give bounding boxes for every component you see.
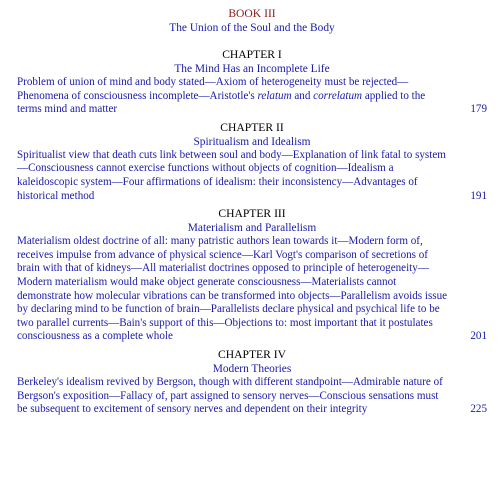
summary-italic-correlatum: correlatum [313, 89, 363, 102]
chapter-summary-entry [17, 149, 487, 203]
chapter-summary-entry [17, 76, 487, 117]
summary-italic-relatum: relatum [257, 89, 292, 102]
chapter-summary-entry [17, 235, 487, 344]
toc-page [17, 7, 487, 421]
chapter-summary: Materialism oldest doctrine of all: many patristic authors lean towards it—Modern form of, receives impulse from advance of physical science—Karl Vogt's comparison of secretions of brain with that of kidneys—All materialist doctrines opposed to principle of heterogeneity—Modern materialism would make object generate consciousness—Materialists cannot demonstrate how molecular vibrations can be transformed into objects—Parallelism avoids issue by declaring mind to be function of brain—Parallelists declare physical and psychical life to be two parallel currents—Bain's support of this—Objections to: most important that it postulates consciousness as a complete whole [17, 235, 448, 343]
summary-text-and: and [291, 89, 314, 102]
book-title: The Union of the Soul and the Body [169, 22, 335, 34]
book-heading: BOOK III [228, 7, 276, 20]
chapter-heading: CHAPTER III [218, 207, 286, 221]
chapter-summary: Berkeley's idealism revived by Bergson, though with different standpoint—Admirable nature of Bergson's exposition—Fallacy of, part assigned to sensory nerves—Conscious sensations must be subsequent to excitement of sensory nerves and dependent on their integrity [17, 375, 443, 416]
chapter-summary: Spiritualist view that death cuts link between soul and body—Explanation of link fatal to system—Consciousness cannot exercise functions without objects of cognition—Idealism a kaleidoscopic system—Four affirmations of idealism: their inconsistency—Advantages of historical method [17, 148, 446, 202]
page-number: 191 [470, 189, 487, 202]
summary-text-end: applied to the terms mind and matter [17, 89, 426, 116]
chapter-4 [17, 348, 487, 417]
chapter-title: Modern Theories [212, 362, 292, 375]
chapter-summary [17, 76, 451, 117]
page-number: 201 [470, 330, 487, 343]
chapter-1 [17, 48, 487, 117]
page-number: 179 [470, 103, 487, 116]
summary-text: Problem of union of mind and body stated—Axiom of heterogeneity must be rejected—Phenomena of consciousness incomplete—Aristotle's [17, 76, 409, 102]
chapter-title: The Mind Has an Incomplete Life [174, 63, 330, 75]
chapter-2 [17, 121, 487, 203]
chapter-title: Spiritualism and Idealism [193, 135, 311, 148]
chapter-summary-entry [17, 376, 487, 417]
chapter-heading: CHAPTER II [220, 120, 284, 134]
chapter-heading: CHAPTER I [222, 48, 282, 61]
chapter-title: Materialism and Parallelism [187, 222, 317, 235]
page-number: 225 [470, 403, 487, 416]
chapter-3 [17, 207, 487, 344]
chapter-heading: CHAPTER IV [218, 347, 286, 361]
